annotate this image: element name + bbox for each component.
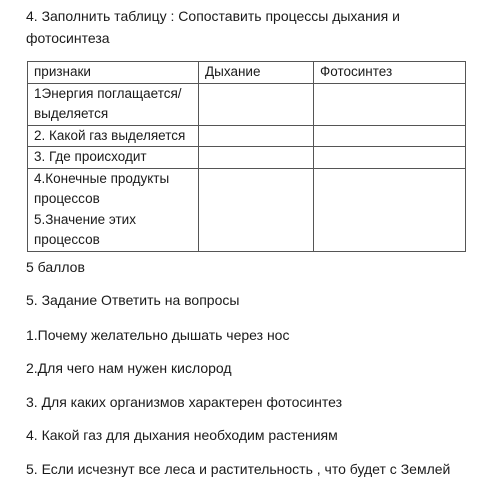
table-row — [28, 125, 466, 147]
question-item: 3. Для каких организмов характерен фотосинтез — [26, 394, 343, 410]
table-row — [28, 168, 466, 251]
table-header-row — [28, 62, 466, 84]
photosynthesis-cell[interactable] — [314, 83, 466, 125]
photosynthesis-cell[interactable] — [314, 168, 466, 251]
respiration-cell[interactable] — [199, 147, 314, 169]
feature-line: процессов — [34, 232, 100, 247]
feature-line: 3. Где происходит — [34, 149, 147, 164]
task4-heading: 4. Заполнить таблицу : Сопоставить процессы дыхания и фотосинтеза — [26, 8, 400, 46]
feature-cell — [28, 83, 199, 125]
table-row — [28, 147, 466, 169]
feature-cell — [28, 125, 199, 147]
question-item: 1.Почему желательно дышать через нос — [26, 327, 290, 343]
photosynthesis-cell[interactable] — [314, 147, 466, 169]
feature-cell — [28, 147, 199, 169]
question-item: 2.Для чего нам нужен кислород — [26, 360, 232, 376]
table-row — [28, 83, 466, 125]
respiration-cell[interactable] — [199, 168, 314, 251]
respiration-cell[interactable] — [199, 125, 314, 147]
score-text: 5 баллов — [26, 259, 85, 275]
question-item: 4. Какой газ для дыхания необходим растениям — [26, 427, 338, 443]
feature-line: 5.Значение этих — [34, 211, 136, 227]
header-respiration: Дыхание — [199, 62, 314, 84]
feature-line: 1Энергия поглащается/ — [34, 85, 182, 101]
header-features: признаки — [28, 62, 199, 84]
header-photosynthesis: Фотосинтез — [314, 62, 466, 84]
question-item: 5. Если исчезнут все леса и растительность , что будет с Землей — [26, 461, 451, 477]
feature-line: 2. Какой газ выделяется — [34, 127, 186, 143]
feature-line: выделяется — [34, 106, 109, 121]
photosynthesis-cell[interactable] — [314, 125, 466, 147]
feature-line: процессов — [34, 191, 100, 206]
task5-title: 5. Задание Ответить на вопросы — [26, 292, 240, 308]
respiration-cell[interactable] — [199, 83, 314, 125]
feature-line: 4.Конечные продукты — [34, 170, 170, 186]
feature-cell — [28, 168, 199, 251]
comparison-table — [27, 61, 466, 252]
